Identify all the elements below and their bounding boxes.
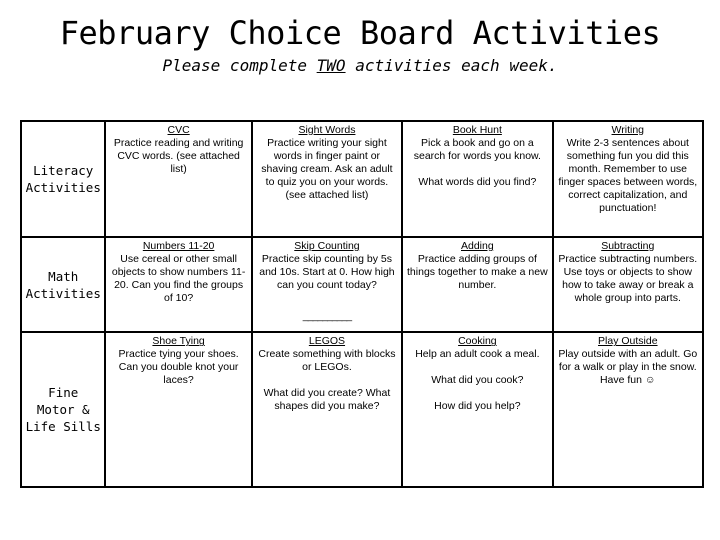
activity-title: Book Hunt [452, 124, 502, 136]
activity-desc: Practice subtracting numbers. Use toys or objects to show how to take away or break a whole group into parts. [558, 252, 698, 304]
activity-desc: Use cereal or other small objects to show numbers 11-20. Can you find the groups of 10? [111, 252, 246, 304]
activity-book-hunt [402, 121, 552, 237]
activity-title: Skip Counting [294, 239, 360, 252]
activity-title: Subtracting [601, 239, 655, 252]
activity-desc: Play outside with an adult. Go for a walk or play in the snow. Have fun ☺ [558, 348, 698, 387]
activity-sight-words [252, 121, 402, 237]
activity-cooking [402, 332, 552, 487]
activity-shoe-tying [105, 332, 251, 487]
activity-title: Sight Words [298, 124, 356, 136]
activity-skip-counting [252, 237, 402, 333]
answer-blank: __________ [302, 309, 352, 322]
activity-title: Writing [611, 124, 645, 136]
activity-legos [252, 332, 402, 487]
row-label-math: Math Activities [21, 237, 105, 333]
activity-desc: Practice writing your sight words in finger paint or shaving cream. Ask an adult to quiz you on your words. (see attached list) [261, 137, 393, 201]
table-row-fine-motor [21, 332, 703, 487]
activity-desc: Pick a book and go on a search for words you know. [413, 137, 541, 162]
activity-desc: Practice skip counting by 5s and 10s. Start at 0. How high can you count today? [259, 252, 395, 291]
choice-board-table [20, 120, 704, 488]
activity-title: CVC [167, 124, 190, 136]
activity-title: Cooking [458, 335, 497, 348]
table-row-literacy [21, 121, 703, 237]
row-label-fine-motor: Fine Motor & Life Sills [21, 332, 105, 487]
activity-question: What did you create? What shapes did you make? [263, 387, 391, 413]
activity-desc: Create something with blocks or LEGOs. [258, 348, 396, 374]
table-row-math [21, 237, 703, 333]
activity-title: Numbers 11-20 [142, 239, 215, 252]
activity-cvc [105, 121, 251, 237]
page-title: February Choice Board Activities [59, 14, 661, 52]
activity-question-2: How did you help? [434, 400, 521, 413]
activity-numbers [105, 237, 251, 333]
activity-writing [553, 121, 703, 237]
activity-desc: Practice tying your shoes. Can you double knot your laces? [118, 348, 239, 387]
activity-adding [402, 237, 552, 333]
activity-title: Play Outside [598, 335, 658, 348]
row-label-literacy: Literacy Activities [21, 121, 105, 237]
activity-desc: Practice adding groups of things together to make a new number. [407, 252, 548, 291]
activity-title: LEGOS [308, 335, 346, 348]
activity-title: Shoe Tying [152, 335, 205, 348]
activity-play-outside [553, 332, 703, 487]
subtitle-before: Please complete [162, 56, 307, 75]
activity-desc: Help an adult cook a meal. [415, 348, 540, 361]
page-subtitle [0, 56, 720, 75]
subtitle-after: activities each week. [355, 56, 558, 75]
activity-subtracting [553, 237, 703, 333]
activity-desc: Write 2-3 sentences about something fun you did this month. Remember to use finger spaces between words, correct capitalization, and punctuation! [558, 137, 698, 214]
activity-question: What did you cook? [431, 374, 524, 387]
subtitle-emphasis: TWO [316, 56, 346, 75]
activity-title: Adding [461, 239, 494, 252]
activity-desc: Practice reading and writing CVC words. (see attached list) [113, 137, 244, 175]
activity-question: What words did you find? [418, 176, 537, 188]
